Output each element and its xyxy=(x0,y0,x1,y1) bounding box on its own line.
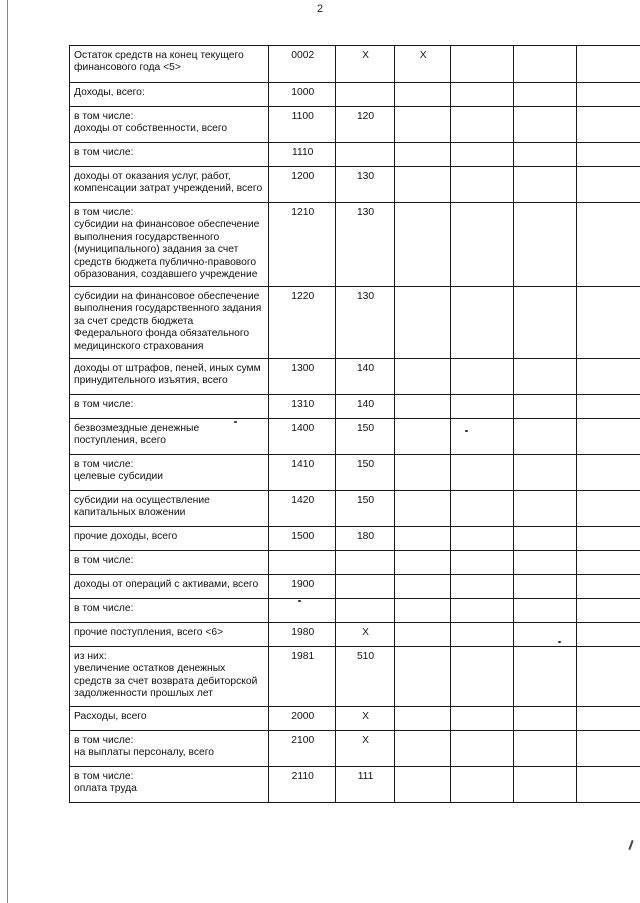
amount-cell xyxy=(513,647,576,707)
table-row xyxy=(70,491,640,527)
row-kbk: 140 xyxy=(356,363,375,374)
amount-cell xyxy=(451,575,514,599)
row-label: в том числе: xyxy=(74,603,134,614)
amount-cell xyxy=(513,395,576,419)
row-code-cell xyxy=(269,491,336,527)
row-extra: X xyxy=(419,50,427,61)
row-label: Доходы, всего: xyxy=(74,87,145,98)
row-code-cell xyxy=(269,455,336,491)
row-code: 2110 xyxy=(291,771,314,782)
amount-cell xyxy=(576,395,640,419)
row-extra-cell xyxy=(394,599,450,623)
amount-cell xyxy=(576,203,640,287)
amount-cell xyxy=(513,731,576,767)
amount-cell xyxy=(513,551,576,575)
row-code: 1210 xyxy=(291,207,315,218)
row-label: в том числе: xyxy=(74,147,134,158)
row-code: 1110 xyxy=(292,147,314,158)
amount-cell xyxy=(513,527,576,551)
row-code-cell xyxy=(269,707,336,731)
row-kbk: X xyxy=(362,50,369,61)
row-label: в том числе: целевые субсидии xyxy=(74,459,163,483)
row-kbk-cell xyxy=(336,551,395,575)
table-row xyxy=(70,203,640,287)
row-label-cell xyxy=(70,359,269,395)
row-label-cell xyxy=(70,167,269,203)
row-extra-cell xyxy=(394,167,450,203)
scan-left-edge xyxy=(7,0,8,903)
amount-cell xyxy=(513,623,576,647)
row-kbk: 180 xyxy=(356,531,375,542)
row-label: в том числе: субсидии на финансовое обеспечение выполнения государственного (муниципального) задания за счет средств бюджета публично-правового образования, создавшего учреждение xyxy=(74,207,260,281)
row-code-cell xyxy=(269,46,336,83)
row-kbk-cell xyxy=(336,575,395,599)
scan-speck xyxy=(558,641,561,643)
row-extra-cell xyxy=(394,707,450,731)
amount-cell xyxy=(451,491,514,527)
amount-cell xyxy=(576,599,640,623)
row-label-cell xyxy=(70,455,269,491)
table-row xyxy=(70,647,640,707)
row-kbk: 150 xyxy=(356,423,375,434)
row-extra-cell xyxy=(394,455,450,491)
row-label-cell xyxy=(70,767,269,803)
row-label-cell xyxy=(70,419,269,455)
row-kbk-cell xyxy=(336,767,395,803)
row-label-cell xyxy=(70,731,269,767)
row-kbk: 140 xyxy=(356,399,375,410)
row-kbk-cell xyxy=(336,527,395,551)
row-kbk: 130 xyxy=(356,171,375,182)
row-code: 1400 xyxy=(291,423,315,434)
table-row xyxy=(70,359,640,395)
row-kbk-cell xyxy=(336,287,395,359)
amount-cell xyxy=(576,287,640,359)
table-row xyxy=(70,395,640,419)
amount-cell xyxy=(576,767,640,803)
row-label-cell xyxy=(70,527,269,551)
amount-cell xyxy=(513,767,576,803)
amount-cell xyxy=(451,647,514,707)
page-number: 2 xyxy=(316,3,324,15)
amount-cell xyxy=(451,203,514,287)
row-label-cell xyxy=(70,46,269,83)
row-label: в том числе: на выплаты персоналу, всего xyxy=(74,735,214,759)
row-kbk: 130 xyxy=(356,291,375,302)
row-label-cell xyxy=(70,287,269,359)
amount-cell xyxy=(451,623,514,647)
row-kbk: X xyxy=(362,735,369,746)
amount-cell xyxy=(451,143,514,167)
amount-cell xyxy=(513,143,576,167)
row-label-cell xyxy=(70,647,269,707)
row-label: прочие доходы, всего xyxy=(74,531,178,542)
row-code: 1200 xyxy=(291,171,315,182)
row-extra-cell xyxy=(394,107,450,143)
table-row xyxy=(70,167,640,203)
row-extra-cell xyxy=(394,491,450,527)
amount-cell xyxy=(451,419,514,455)
row-kbk-cell xyxy=(336,623,395,647)
row-extra-cell xyxy=(394,623,450,647)
amount-cell xyxy=(513,455,576,491)
row-code-cell xyxy=(269,143,336,167)
row-code-cell xyxy=(269,731,336,767)
row-kbk-cell xyxy=(336,395,395,419)
table-row xyxy=(70,707,640,731)
row-label-cell xyxy=(70,491,269,527)
row-code-cell xyxy=(269,575,336,599)
table-row xyxy=(70,551,640,575)
row-label: в том числе: оплата труда xyxy=(74,771,137,795)
row-kbk: 150 xyxy=(356,495,375,506)
row-label: доходы от операций с активами, всего xyxy=(74,579,259,590)
amount-cell xyxy=(576,359,640,395)
table-row xyxy=(70,107,640,143)
amount-cell xyxy=(513,359,576,395)
amount-cell xyxy=(451,707,514,731)
amount-cell xyxy=(513,599,576,623)
amount-cell xyxy=(513,46,576,83)
row-kbk-cell xyxy=(336,359,395,395)
amount-cell xyxy=(513,287,576,359)
amount-cell xyxy=(513,167,576,203)
row-kbk-cell xyxy=(336,455,395,491)
amount-cell xyxy=(576,575,640,599)
row-code: 1900 xyxy=(291,579,315,590)
row-kbk: 111 xyxy=(357,771,374,782)
scan-speck xyxy=(465,430,468,432)
table-row xyxy=(70,455,640,491)
row-label: доходы от штрафов, пеней, иных сумм принудительного изъятия, всего xyxy=(74,363,261,387)
row-extra-cell xyxy=(394,551,450,575)
row-code-cell xyxy=(269,167,336,203)
amount-cell xyxy=(576,455,640,491)
row-code-cell xyxy=(269,623,336,647)
table-row xyxy=(70,419,640,455)
amount-cell xyxy=(513,83,576,107)
row-kbk-cell xyxy=(336,203,395,287)
row-extra-cell xyxy=(394,767,450,803)
row-kbk-cell xyxy=(336,83,395,107)
scan-speck xyxy=(298,600,301,602)
amount-cell xyxy=(576,419,640,455)
row-label-cell xyxy=(70,623,269,647)
row-code-cell xyxy=(269,287,336,359)
row-label-cell xyxy=(70,575,269,599)
row-code-cell xyxy=(269,767,336,803)
row-extra-cell xyxy=(394,527,450,551)
row-label: из них: увеличение остатков денежных средств за счет возврата дебиторской задолженности прошлых лет xyxy=(74,651,258,700)
amount-cell xyxy=(451,527,514,551)
amount-cell xyxy=(513,575,576,599)
row-kbk-cell xyxy=(336,107,395,143)
row-extra-cell xyxy=(394,143,450,167)
table-row xyxy=(70,575,640,599)
row-code-cell xyxy=(269,83,336,107)
amount-cell xyxy=(451,287,514,359)
row-code: 2100 xyxy=(291,735,315,746)
row-code-cell xyxy=(269,599,336,623)
amount-cell xyxy=(576,491,640,527)
row-code: 1500 xyxy=(291,531,315,542)
amount-cell xyxy=(576,143,640,167)
row-code: 1100 xyxy=(291,111,314,122)
financial-plan-table xyxy=(69,45,640,803)
amount-cell xyxy=(451,551,514,575)
row-kbk: 150 xyxy=(356,459,375,470)
row-kbk-cell xyxy=(336,46,395,83)
row-code-cell xyxy=(269,359,336,395)
amount-cell xyxy=(576,707,640,731)
table-row xyxy=(70,143,640,167)
amount-cell xyxy=(451,731,514,767)
row-kbk-cell xyxy=(336,419,395,455)
amount-cell xyxy=(451,599,514,623)
row-code: 1420 xyxy=(291,495,315,506)
row-kbk-cell xyxy=(336,599,395,623)
table-row xyxy=(70,83,640,107)
row-code: 2000 xyxy=(291,711,315,722)
table-row xyxy=(70,46,640,83)
row-extra-cell xyxy=(394,395,450,419)
amount-cell xyxy=(576,623,640,647)
row-code: 1981 xyxy=(291,651,315,662)
row-extra-cell xyxy=(394,83,450,107)
row-kbk-cell xyxy=(336,143,395,167)
row-code: 1980 xyxy=(291,627,315,638)
row-kbk: 120 xyxy=(356,111,375,122)
amount-cell xyxy=(513,419,576,455)
row-kbk: 510 xyxy=(356,651,375,662)
row-code-cell xyxy=(269,647,336,707)
row-code-cell xyxy=(269,551,336,575)
row-label: Расходы, всего xyxy=(74,711,147,722)
row-kbk: X xyxy=(362,711,369,722)
row-label: в том числе: xyxy=(74,399,134,410)
row-extra-cell xyxy=(394,575,450,599)
amount-cell xyxy=(451,767,514,803)
row-label: субсидии на финансовое обеспечение выполнения государственного задания за счет средств бюджета Федерального фонда обязательного медицинского страхования xyxy=(74,291,262,352)
row-code-cell xyxy=(269,107,336,143)
row-label: Остаток средств на конец текущего финансового года <5> xyxy=(74,50,244,74)
amount-cell xyxy=(451,107,514,143)
table-row xyxy=(70,599,640,623)
row-kbk-cell xyxy=(336,731,395,767)
amount-cell xyxy=(513,203,576,287)
row-code-cell xyxy=(269,203,336,287)
row-label: прочие поступления, всего <6> xyxy=(74,627,224,638)
amount-cell xyxy=(513,707,576,731)
row-label: в том числе: доходы от собственности, всего xyxy=(74,111,228,135)
row-code: 1410 xyxy=(291,459,315,470)
amount-cell xyxy=(451,455,514,491)
row-kbk-cell xyxy=(336,491,395,527)
row-label: безвозмездные денежные поступления, всего xyxy=(74,423,200,447)
row-kbk: X xyxy=(362,627,369,638)
table-row xyxy=(70,731,640,767)
row-label-cell xyxy=(70,707,269,731)
table-row xyxy=(70,767,640,803)
row-extra-cell xyxy=(394,359,450,395)
scan-speck xyxy=(234,421,237,423)
row-code-cell xyxy=(269,527,336,551)
table-row xyxy=(70,623,640,647)
row-kbk-cell xyxy=(336,647,395,707)
amount-cell xyxy=(576,46,640,83)
row-label-cell xyxy=(70,395,269,419)
row-code-cell xyxy=(269,395,336,419)
row-extra-cell xyxy=(394,203,450,287)
amount-cell xyxy=(451,167,514,203)
row-label-cell xyxy=(70,107,269,143)
row-label-cell xyxy=(70,143,269,167)
row-extra-cell xyxy=(394,731,450,767)
amount-cell xyxy=(576,83,640,107)
row-label-cell xyxy=(70,203,269,287)
table-row xyxy=(70,287,640,359)
row-kbk-cell xyxy=(336,707,395,731)
amount-cell xyxy=(576,551,640,575)
row-code: 1310 xyxy=(291,399,315,410)
table-row xyxy=(70,527,640,551)
row-label-cell xyxy=(70,551,269,575)
row-label-cell xyxy=(70,599,269,623)
row-code: 1300 xyxy=(291,363,315,374)
row-code: 1000 xyxy=(291,87,315,98)
amount-cell xyxy=(451,83,514,107)
amount-cell xyxy=(451,395,514,419)
amount-cell xyxy=(451,359,514,395)
row-code-cell xyxy=(269,419,336,455)
row-extra-cell xyxy=(394,647,450,707)
row-label: в том числе: xyxy=(74,555,134,566)
amount-cell xyxy=(513,107,576,143)
amount-cell xyxy=(576,527,640,551)
amount-cell xyxy=(576,647,640,707)
row-extra-cell xyxy=(394,46,450,83)
amount-cell xyxy=(576,731,640,767)
row-code: 0002 xyxy=(291,50,315,61)
row-kbk-cell xyxy=(336,167,395,203)
row-code: 1220 xyxy=(291,291,315,302)
row-label: субсидии на осуществление капитальных вложении xyxy=(74,495,210,519)
amount-cell xyxy=(513,491,576,527)
amount-cell xyxy=(451,46,514,83)
row-label-cell xyxy=(70,83,269,107)
amount-cell xyxy=(576,107,640,143)
scan-mark xyxy=(628,840,633,850)
row-label: доходы от оказания услуг, работ, компенсации затрат учреждений, всего xyxy=(74,171,263,195)
row-kbk: 130 xyxy=(356,207,375,218)
row-extra-cell xyxy=(394,287,450,359)
row-extra-cell xyxy=(394,419,450,455)
amount-cell xyxy=(576,167,640,203)
